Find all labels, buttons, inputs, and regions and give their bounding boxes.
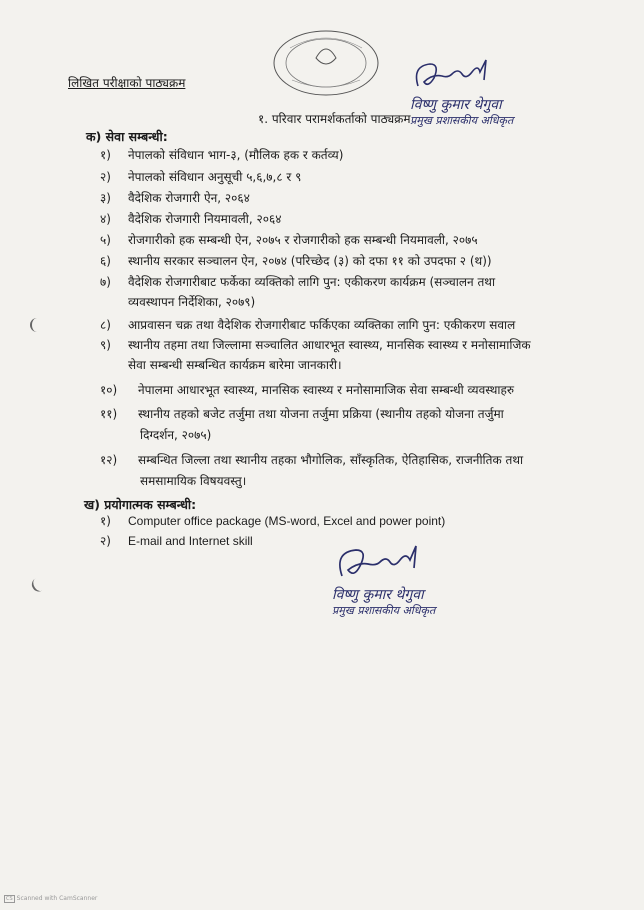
signature-scrawl-icon [410,56,510,96]
list-item: ४) वैदेशिक रोजगारी नियमावली, २०६४ [100,212,282,226]
punch-hole-mark [29,576,46,594]
list-item: ७) वैदेशिक रोजगारीबाट फर्केका व्यक्तिको लागि पुन: एकीकरण कार्यक्रम (सञ्चालन तथा [100,275,496,289]
signatory-name: विष्णु कुमार थेगुवा [332,587,424,603]
document-title: १. परिवार परामर्शकर्ताको पाठ्यक्रम [258,112,411,126]
signature-scrawl-icon [332,540,442,586]
scanner-watermark: CS Scanned with CamScanner [6,895,98,902]
section-b-title: ख) प्रयोगात्मक सम्बन्धी: [84,497,197,512]
list-item: ३) वैदेशिक रोजगारी ऐन, २०६४ [100,191,250,205]
list-item: १२) सम्बन्धित जिल्ला तथा स्थानीय तहका भौगोलिक, साँस्कृतिक, ऐतिहासिक, राजनीतिक तथा [100,453,524,467]
list-item: २) E-mail and Internet skill [100,534,253,548]
section-a-title: क) सेवा सम्बन्धी: [86,129,168,144]
list-item: १०) नेपालमा आधारभूत स्वास्थ्य, मानसिक स्वास्थ्य र मनोसामाजिक सेवा सम्बन्धी व्यवस्थाहरु [100,383,515,397]
list-item: २) नेपालको संविधान अनुसूची ५,६,७,८ र ९ [100,170,302,184]
list-item: ८) आप्रवासन चक्र तथा वैदेशिक रोजगारीबाट फर्किएका व्यक्तिका लागि पुन: एकीकरण सवाल [100,318,516,332]
list-item-continuation: समसामायिक विषयवस्तु। [140,474,247,488]
signatory-name: विष्णु कुमार थेगुवा [410,97,502,113]
list-item: ९) स्थानीय तहमा तथा जिल्लामा सञ्चालित आधारभूत स्वास्थ्य, मानसिक स्वास्थ्य र मनोसामाजिक [100,338,531,352]
list-item: ११) स्थानीय तहको बजेट तर्जुमा तथा योजना तर्जुमा प्रक्रिया (स्थानीय तहको योजना तर्जुमा [100,407,504,421]
exam-syllabus-heading: लिखित परीक्षाको पाठ्यक्रम [68,76,186,90]
signature-block-top [410,56,550,128]
list-item: ६) स्थानीय सरकार सञ्चालन ऐन, २०७४ (परिच्छेद (३) को दफा ११ को उपदफा २ (थ)) [100,254,492,268]
signatory-title: प्रमुख प्रशासकीय अधिकृत [332,604,436,617]
list-item: ५) रोजगारीको हक सम्बन्धी ऐन, २०७५ र रोजगारीको हक सम्बन्धी नियमावली, २०७५ [100,233,478,247]
list-item-continuation: सेवा सम्बन्धी सम्बन्धित कार्यक्रम बारेमा जानकारी। [128,358,342,372]
signature-block-bottom [332,540,482,618]
list-item-continuation: दिग्दर्शन, २०७५) [140,428,212,442]
signatory-title: प्रमुख प्रशासकीय अधिकृत [410,114,514,127]
list-item-continuation: व्यवस्थापन निर्देशिका, २०७९) [128,295,256,309]
list-item: १) Computer office package (MS-word, Excel and power point) [100,514,446,528]
punch-hole-mark [30,318,42,332]
office-seal-icon [270,28,382,98]
list-item: १) नेपालको संविधान भाग-३, (मौलिक हक र कर्तव्य) [100,148,344,162]
